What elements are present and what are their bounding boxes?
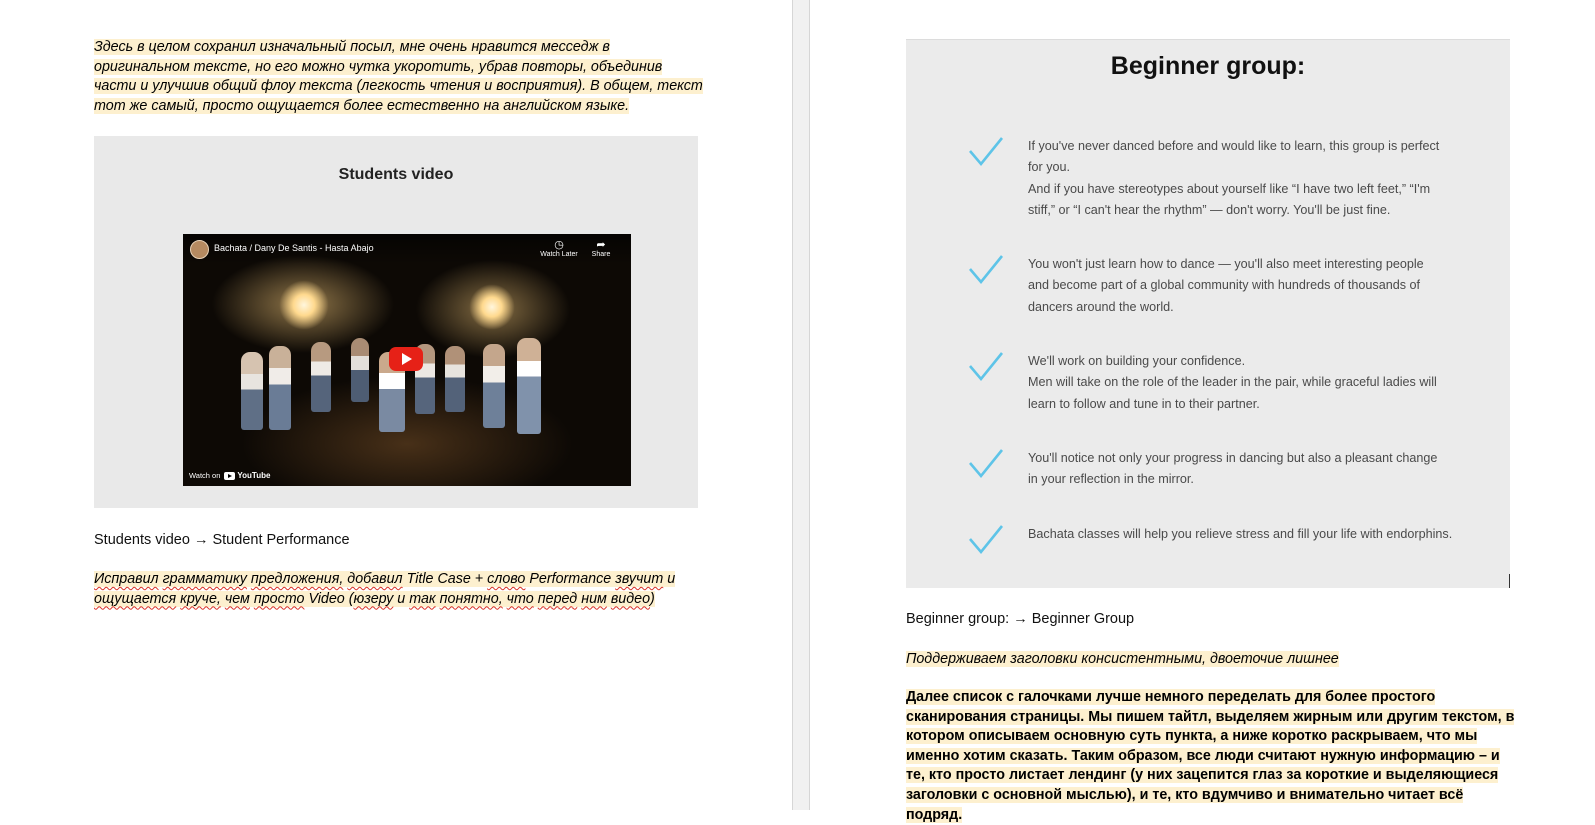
beginner-item-text: We'll work on building your confidence.: [1028, 354, 1246, 368]
misspelled-word[interactable]: грамматику: [162, 571, 247, 587]
player-top-bar: [183, 234, 631, 264]
beginner-item: [1028, 448, 1446, 491]
intro-note: [94, 38, 704, 116]
dancer-figure: [241, 352, 263, 430]
share-icon: ➦: [596, 239, 606, 251]
video-section-title: Students video: [338, 166, 454, 183]
checkmark-icon: [968, 524, 1004, 556]
left-document-page: [0, 0, 792, 810]
misspelled-word[interactable]: добавил: [347, 571, 403, 587]
misspelled-word[interactable]: ощущается: [94, 590, 177, 607]
beginner-item-text: Bachata classes will help you relieve stress and fill your life with endorphins.: [1028, 527, 1453, 541]
note-text: ): [650, 590, 655, 607]
beginner-item-text: Men will take on the role of the leader in the pair, while graceful ladies will learn to follow and tune in to their partner.: [1028, 375, 1437, 411]
youtube-wordmark: YouTube: [237, 471, 271, 480]
note-text: Title Case +: [402, 571, 488, 587]
misspelled-word[interactable]: понятно,: [439, 590, 503, 607]
beginner-item: [1028, 254, 1446, 318]
checkmark-icon: [968, 136, 1004, 168]
dancer-figure: [517, 338, 541, 434]
beginner-item-text: You'll notice not only your progress in dancing but also a pleasant change in your reflection in the mirror.: [1028, 451, 1438, 487]
note-text: Video (: [304, 590, 354, 607]
video-title[interactable]: Bachata / Dany De Santis - Hasta Abajo: [214, 243, 374, 253]
watch-later-button[interactable]: [539, 239, 579, 258]
list-advice-text: Далее список с галочками лучше немного переделать для более простого сканирования страницы. Мы пишем тайтл, выделяем жирным или другим текстом, в котором описываем основную суть пункта, а ниже коротко раскрываем, что мы именно хотим сказать. Таким образом, все люди считают нужную информацию – и те, кто просто листает лендинг (у них зацепится глаз за короткие и выделяющиеся заголовки с основной мыслью), и те, кто вдумчиво и внимательно читает всё подряд.: [906, 689, 1515, 823]
misspelled-word[interactable]: слово: [487, 571, 526, 587]
intro-note-text[interactable]: Здесь в целом сохранил изначальный посыл, мне очень нравится месседж в оригинальном тексте, но его можно чутка укоротить, убрав повторы, объединив части и улучшив общий флоу текста (легкость чтения и восприятия). В общем, текст тот же самый, просто ощущается более естественно на английском языке.: [94, 39, 703, 114]
dancer-figure: [269, 346, 291, 430]
youtube-logo: [224, 471, 270, 480]
watch-on-youtube-link[interactable]: [189, 471, 270, 480]
text-cursor: [1509, 574, 1510, 588]
note-text: Performance: [525, 571, 616, 587]
misspelled-word[interactable]: круче,: [180, 590, 221, 607]
watch-later-label: Watch Later: [540, 251, 578, 258]
students-video-rename[interactable]: Students video → Student Performance: [94, 532, 350, 548]
beginner-item-text: If you've never danced before and would like to learn, this group is perfect for you.: [1028, 139, 1440, 175]
share-button[interactable]: [581, 239, 621, 258]
clock-icon: ◷: [554, 239, 564, 251]
misspelled-word[interactable]: что: [506, 590, 534, 607]
stage-light: [279, 280, 329, 330]
beginner-item-text: You won't just learn how to dance — you'll also meet interesting people and become part of a global community with hundreds of thousands of dancers around the world.: [1028, 257, 1424, 314]
share-label: Share: [591, 251, 611, 258]
dancer-figure: [445, 346, 465, 412]
note-text: и: [663, 571, 676, 587]
misspelled-word[interactable]: юзеру: [353, 590, 394, 607]
misspelled-word[interactable]: видео: [610, 590, 651, 607]
dancer-figure: [351, 338, 369, 402]
consistency-note-text: Поддерживаем заголовки консистентными, двоеточие лишнее: [906, 651, 1339, 667]
correction-note-highlight: [94, 571, 675, 607]
stage-light: [469, 284, 515, 330]
checkmark-icon: [968, 351, 1004, 383]
correction-note[interactable]: [94, 570, 704, 609]
misspelled-word[interactable]: перед: [537, 590, 578, 607]
beginner-item: [1028, 136, 1446, 222]
youtube-player[interactable]: [183, 234, 631, 486]
misspelled-word[interactable]: ним: [581, 590, 607, 607]
checkmark-icon: [968, 254, 1004, 286]
misspelled-word[interactable]: Исправил: [94, 571, 159, 587]
play-button[interactable]: [389, 347, 423, 371]
play-icon: [402, 353, 412, 365]
beginner-item-text: And if you have stereotypes about yourself like “I have two left feet,” “I'm stiff,” or “I can't hear the rhythm” — don't worry. You'll be just fine.: [1028, 181, 1431, 218]
misspelled-word[interactable]: просто: [253, 590, 305, 607]
misspelled-word[interactable]: звучит: [615, 571, 664, 587]
consistency-note[interactable]: [906, 650, 1339, 670]
page-gutter: [792, 0, 810, 810]
list-advice-note[interactable]: [906, 688, 1516, 825]
dancer-figure: [483, 344, 505, 428]
beginner-item: [1028, 351, 1446, 415]
right-document-page: [810, 0, 1595, 823]
channel-avatar[interactable]: [190, 240, 209, 259]
youtube-play-icon: [224, 472, 235, 480]
misspelled-word[interactable]: чем: [224, 590, 250, 607]
misspelled-word[interactable]: предложения,: [250, 571, 344, 587]
beginner-item: [1028, 524, 1468, 545]
misspelled-word[interactable]: так: [409, 590, 436, 607]
students-video-card: [94, 136, 698, 508]
watch-on-label: Watch on: [189, 471, 221, 480]
dancer-figure: [311, 342, 331, 412]
beginner-group-title: Beginner group:: [1110, 52, 1306, 80]
note-text: и: [393, 590, 410, 607]
beginner-group-rename[interactable]: Beginner group: → Beginner Group: [906, 611, 1135, 627]
beginner-group-card: [906, 39, 1510, 588]
checkmark-icon: [968, 448, 1004, 480]
